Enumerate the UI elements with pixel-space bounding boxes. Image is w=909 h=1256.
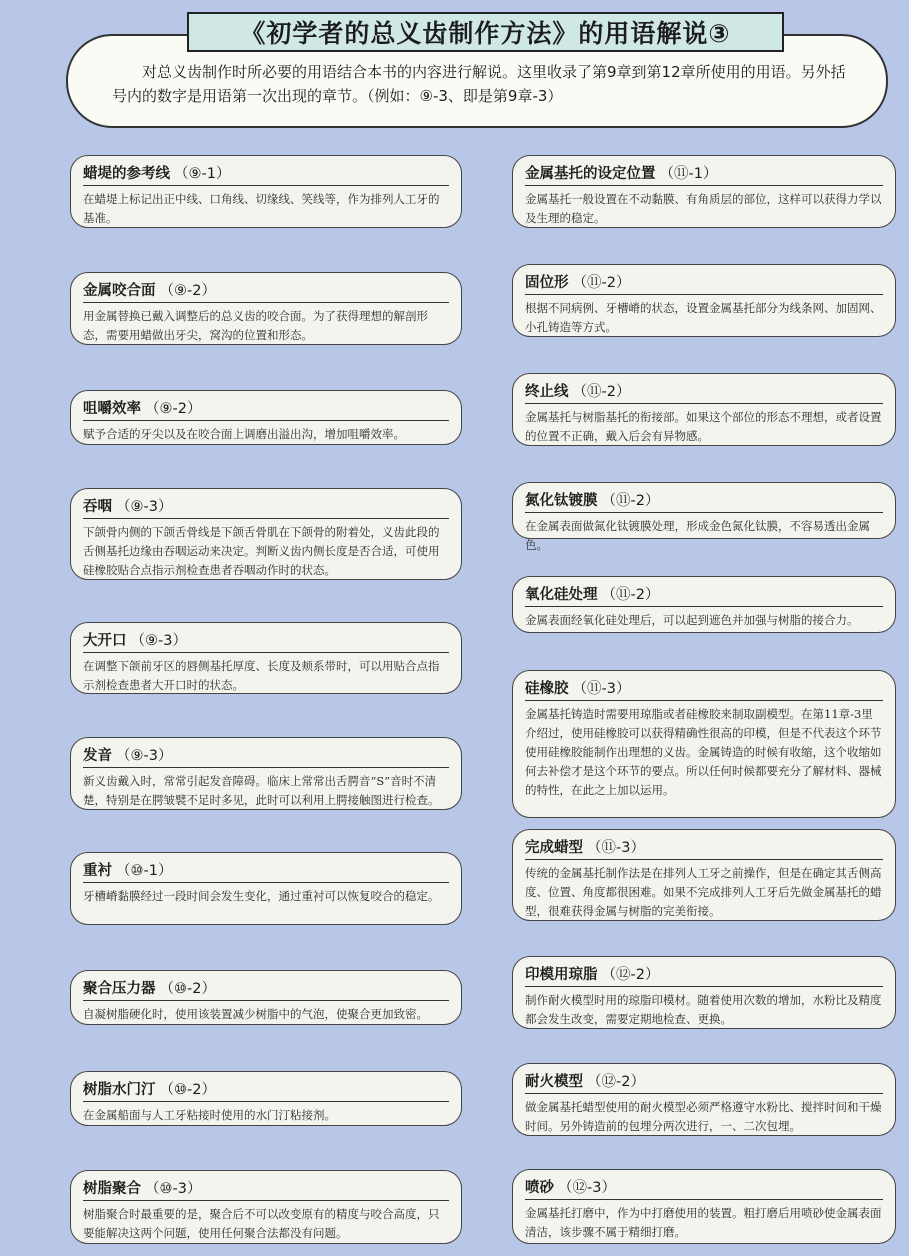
term-name: 氧化硅处理 [525,587,598,603]
term-description: 下颌骨内侧的下颌舌骨线是下颌舌骨肌在下颌骨的附着处，义齿此段的舌侧基托边缘由吞咽运动来决定。判断义齿内侧长度是否合适，可使用硅橡胶贴合点指示剂检查患者吞咽动作时的状态。 [83,525,440,577]
term-name: 树脂聚合 [83,1181,141,1197]
term-card [512,956,896,1029]
term-description: 赋予合适的牙尖以及在咬合面上调磨出溢出沟，增加咀嚼效率。 [83,427,405,441]
term-name: 金属基托的设定位置 [525,166,656,182]
term-name: 聚合压力器 [83,981,156,997]
term-description: 金属基托与树脂基托的衔接部。如果这个部位的形态不理想，或者设置的位置不正确，戴入后会有异物感。 [525,410,882,443]
term-card [70,272,462,345]
term-name: 树脂水门汀 [83,1082,156,1098]
term-chapter-ref: （⑪-2） [601,587,660,603]
term-description: 金属表面经氧化硅处理后，可以起到遮色并加强与树脂的接合力。 [525,613,859,627]
term-chapter-ref: （⑨-3） [130,633,187,649]
term-card [512,482,896,552]
term-chapter-ref: （⑩-1） [116,863,173,879]
term-chapter-ref: （⑨-3） [116,499,173,515]
term-card [70,970,462,1025]
term-name: 大开口 [83,633,127,649]
term-description: 在金属船面与人工牙粘接时使用的水门汀粘接剂。 [83,1108,336,1122]
term-description: 在蜡堤上标记出正中线、口角线、切缘线、笑线等，作为排列人工牙的基准。 [83,192,440,225]
term-card [70,488,462,580]
term-description: 做金属基托蜡型使用的耐火模型必须严格遵守水粉比、搅拌时间和干燥时间。另外铸造前的包埋分两次进行，一、二次包埋。 [525,1100,882,1133]
term-name: 完成蜡型 [525,840,583,856]
term-description: 树脂聚合时最重要的是，聚合后不可以改变原有的精度与咬合高度，只要能解决这两个问题，使用任何聚合法都没有问题。 [83,1207,440,1240]
term-card [512,1169,896,1244]
term-card [512,670,896,818]
term-name: 吞咽 [83,499,112,515]
term-description: 金属基托一般设置在不动黏膜、有角质层的部位，这样可以获得力学以及生理的稳定。 [525,192,882,225]
page-title: 《初学者的总义齿制作方法》的用语解说③ [187,12,784,52]
term-name: 喷砂 [525,1180,554,1196]
term-name: 发音 [83,748,112,764]
term-description: 传统的金属基托制作法是在排列人工牙之前操作，但是在确定其舌侧高度、位置、角度都很困难。如果不完成排列人工牙后先做金属基托的蜡型，很难获得金属与树脂的完美衔接。 [525,866,882,918]
term-card [70,737,462,810]
intro-text: 对总义齿制作时所必要的用语结合本书的内容进行解说。这里收录了第9章到第12章所使用的用语。另外括号内的数字是用语第一次出现的章节。（例如：⑨-3、即是第9章-3） [112,63,846,105]
term-chapter-ref: （⑪-2） [572,384,631,400]
term-description: 新义齿戴入时，常常引起发音障碍。临床上常常出舌腭音“S”音时不清楚，特别是在腭皱襞不足时多见，此时可以利用上腭接触图进行检查。 [83,774,440,807]
term-card [512,264,896,337]
term-description: 根据不同病例、牙槽嵴的状态，设置金属基托部分为线条网、加固网、小孔铸造等方式。 [525,301,882,334]
term-description: 在金属表面做氮化钛镀膜处理，形成金色氮化钛膜，不容易透出金属色。 [525,519,870,552]
term-name: 终止线 [525,384,569,400]
term-chapter-ref: （⑨-2） [145,401,202,417]
term-card [70,155,462,228]
term-name: 固位形 [525,275,569,291]
term-description: 在调整下颌前牙区的唇侧基托厚度、长度及颊系带时，可以用贴合点指示剂检查患者大开口时的状态。 [83,659,440,692]
term-card [512,576,896,633]
term-name: 硅橡胶 [525,681,569,697]
term-card [512,155,896,228]
term-card [70,852,462,925]
term-description: 制作耐火模型时用的琼脂印模材。随着使用次数的增加，水粉比及精度都会发生改变，需要定期地检查、更换。 [525,993,882,1026]
term-chapter-ref: （⑪-3） [572,681,631,697]
term-name: 印模用琼脂 [525,967,598,983]
term-chapter-ref: （⑪-3） [587,840,645,856]
term-name: 氮化钛镀膜 [525,493,598,509]
term-chapter-ref: （⑩-2） [159,1082,216,1098]
term-description: 牙槽嵴黏膜经过一段时间会发生变化，通过重衬可以恢复咬合的稳定。 [83,889,440,903]
term-chapter-ref: （⑨-3） [116,748,173,764]
term-description: 金属基托铸造时需要用琼脂或者硅橡胶来制取副模型。在第11章-3里介绍过，使用硅橡胶可以获得精确性很高的印模，但是不代表这个环节使用硅橡胶能制作出理想的义齿。金属铸造的时候有收缩，这个收缩如何去补偿才是这个环节的要点。所以任何时候都要充分了解材料、器械的特性，在此之上加以运用。 [525,707,882,797]
term-card [70,622,462,694]
term-chapter-ref: （⑫-2） [601,967,660,983]
term-chapter-ref: （⑪-2） [572,275,631,291]
term-chapter-ref: （⑨-2） [159,283,216,299]
term-chapter-ref: （⑩-2） [159,981,216,997]
term-chapter-ref: （⑨-1） [174,166,231,182]
term-name: 蜡堤的参考线 [83,166,170,182]
term-card [512,829,896,921]
term-name: 重衬 [83,863,112,879]
term-card [70,1071,462,1126]
term-description: 金属基托打磨中，作为中打磨使用的装置。粗打磨后用喷砂使金属表面清洁，该步骤不属于精细打磨。 [525,1206,882,1239]
term-card [512,373,896,446]
term-name: 耐火模型 [525,1074,583,1090]
term-name: 咀嚼效率 [83,401,141,417]
term-card [512,1063,896,1136]
term-chapter-ref: （⑫-2） [587,1074,645,1090]
term-name: 金属咬合面 [83,283,156,299]
term-chapter-ref: （⑪-2） [601,493,660,509]
term-card [70,390,462,445]
term-description: 用金属替换已戴入调整后的总义齿的咬合面。为了获得理想的解剖形态，需要用蜡做出牙尖，窝沟的位置和形态。 [83,309,428,342]
term-card [70,1170,462,1244]
term-chapter-ref: （⑫-3） [558,1180,616,1196]
term-chapter-ref: （⑪-1） [659,166,718,182]
term-description: 自凝树脂硬化时，使用该装置减少树脂中的气泡，使聚合更加致密。 [83,1007,428,1021]
term-chapter-ref: （⑩-3） [145,1181,202,1197]
